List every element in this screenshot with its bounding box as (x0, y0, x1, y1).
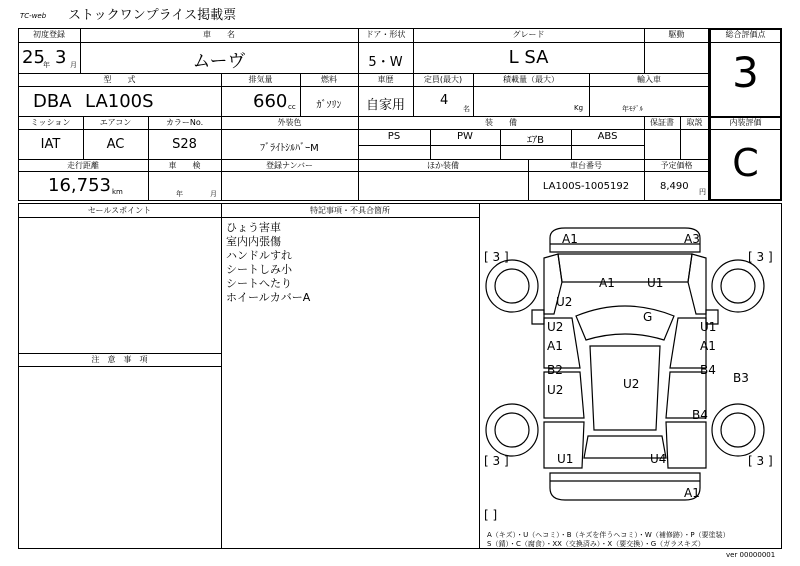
label-import: 輸入車 (637, 75, 661, 84)
wheel-left-rear-inner (495, 413, 529, 447)
inspection-month-unit: 月 (210, 190, 217, 198)
diagram-bracket: [ 3 ] (484, 454, 509, 468)
wheel-right-rear-inner (721, 413, 755, 447)
remark-item: シートしみ小 (226, 263, 292, 276)
damage-code: A1 (599, 276, 615, 290)
equipment-item: ABS (597, 131, 618, 142)
damage-code: B2 (547, 363, 563, 377)
damage-code: U1 (700, 320, 717, 334)
equipment-item: PW (457, 131, 473, 142)
label-drive: 駆動 (668, 30, 685, 39)
label-car-name: 車 名 (203, 30, 235, 39)
damage-code: A1 (684, 486, 700, 500)
legend-line-2: S（錆）・C（腐食）・XX（交換済み）・X（要交換）・G（ガラスキズ） (487, 540, 705, 548)
history: 自家用 (365, 98, 405, 113)
label-exterior-color: 外装色 (277, 118, 302, 127)
label-grade: グレード (512, 30, 545, 39)
rear-bumper (550, 473, 700, 500)
mileage-unit: km (112, 188, 123, 196)
exterior-color: ﾌﾞﾗｲﾄｼﾙﾊﾞｰM (260, 143, 319, 154)
damage-code: A1 (562, 232, 578, 246)
damage-code: A1 (547, 339, 563, 353)
wheel-right-front-inner (721, 269, 755, 303)
model-prefix: DBA (33, 91, 72, 112)
label-reg-number: 登録ナンバー (265, 161, 314, 170)
price: 8,490 (660, 181, 689, 192)
label-capacity: 定員(最大) (423, 75, 463, 84)
capacity: 4 (440, 93, 449, 108)
total-score: 3 (732, 48, 759, 97)
first-reg-month: 3 (55, 47, 67, 68)
remark-item: 室内内張傷 (226, 235, 281, 248)
damage-code: B4 (700, 363, 716, 377)
label-equipment: 装 備 (485, 118, 517, 127)
label-first-reg: 初度登録 (33, 30, 65, 39)
wheel-left-front (486, 260, 538, 312)
left-mirror (532, 310, 544, 324)
damage-code: U4 (650, 452, 667, 466)
damage-code: U2 (547, 320, 564, 334)
price-unit: 円 (699, 188, 706, 196)
damage-code: G (643, 310, 653, 324)
displacement-unit: cc (288, 103, 296, 111)
label-load: 積載量（最大） (503, 75, 559, 84)
damage-code: U2 (556, 295, 573, 309)
damage-code: U2 (547, 383, 564, 397)
mileage: 16,753 (48, 175, 111, 196)
grade: L SA (508, 47, 549, 68)
mission: IAT (40, 137, 61, 152)
damage-code: B4 (692, 408, 708, 422)
label-door-shape: ドア・形状 (365, 30, 406, 39)
damage-code: B3 (733, 371, 749, 385)
remark-item: ハンドルすれ (226, 249, 292, 262)
logo (20, 9, 64, 23)
equipment-item: ｴｱB (527, 135, 544, 146)
inspection-year-unit: 年 (176, 190, 183, 198)
first-reg-year-unit: 年 (43, 61, 50, 69)
wheel-left-front-inner (495, 269, 529, 303)
remarks-heading: 特記事項・不具合箇所 (310, 206, 390, 215)
label-color-no: カラーNo. (165, 118, 204, 127)
damage-code: A3 (684, 232, 700, 246)
hood (558, 254, 692, 282)
version-label: ver 00000001 (726, 551, 776, 559)
wheel-right-front (712, 260, 764, 312)
diagram-bracket: [ 3 ] (748, 454, 773, 468)
interior-score: C (732, 141, 759, 185)
wheel-left-rear (486, 404, 538, 456)
car-name: ムーヴ (192, 51, 246, 72)
fuel: ｶﾞｿﾘﾝ (316, 100, 342, 111)
remark-item: シートへたり (226, 277, 292, 290)
equipment-item: PS (387, 131, 401, 142)
label-mileage: 走行距離 (67, 161, 99, 170)
import-unit: 年ﾓﾃﾞﾙ (622, 105, 643, 113)
right-fender (688, 254, 706, 314)
right-quarter (666, 422, 706, 468)
label-other-equipment: ほか装備 (427, 161, 459, 170)
capacity-unit: 名 (463, 105, 470, 113)
label-interior-score: 内装評価 (729, 118, 762, 127)
diagram-bracket: [ ] (484, 508, 498, 522)
damage-code: U1 (647, 276, 664, 290)
first-reg-month-unit: 月 (70, 61, 77, 69)
first-reg-year: 25 (22, 47, 45, 68)
model-code: LA100S (85, 91, 154, 112)
windshield (576, 306, 674, 340)
load-unit: Kg (574, 104, 584, 112)
logo-text: TC-web (20, 12, 47, 20)
label-model: 型 式 (103, 75, 136, 84)
sales-point-heading: セールスポイント (87, 206, 152, 215)
label-fuel: 燃料 (321, 75, 337, 84)
label-displacement: 排気量 (248, 75, 273, 84)
damage-code: U2 (623, 377, 640, 391)
legend-line-1: A（キズ）・U（ヘコミ）・B（キズを伴うヘコミ）・W（補修跡）・P（要塗装） (487, 531, 730, 539)
page-title: ストックワンプライス掲載票 (68, 8, 237, 23)
wheel-right-rear (712, 404, 764, 456)
color-no: S28 (172, 137, 197, 152)
label-chassis-number: 車台番号 (570, 161, 602, 170)
label-manual: 取説 (686, 118, 703, 127)
label-warranty: 保証書 (650, 118, 674, 127)
label-history: 車歴 (377, 75, 394, 84)
aircon: AC (106, 137, 125, 152)
damage-code: U1 (557, 452, 574, 466)
diagram-bracket: [ 3 ] (748, 250, 773, 264)
damage-code: A1 (700, 339, 716, 353)
displacement: 660 (253, 91, 288, 112)
diagram-bracket: [ 3 ] (484, 250, 509, 264)
label-aircon: エアコン (99, 118, 132, 127)
label-total-score: 総合評価点 (725, 30, 766, 39)
remark-item: ひょう害車 (226, 221, 281, 234)
label-price: 予定価格 (660, 161, 693, 170)
label-inspection: 車 検 (168, 161, 201, 170)
chassis-number: LA100S-1005192 (542, 181, 630, 192)
caution-heading: 注 意 事 項 (91, 355, 148, 364)
label-mission: ミッション (30, 118, 71, 127)
remark-item: ホイールカバーA (226, 291, 311, 304)
door-shape: 5・W (368, 55, 403, 70)
